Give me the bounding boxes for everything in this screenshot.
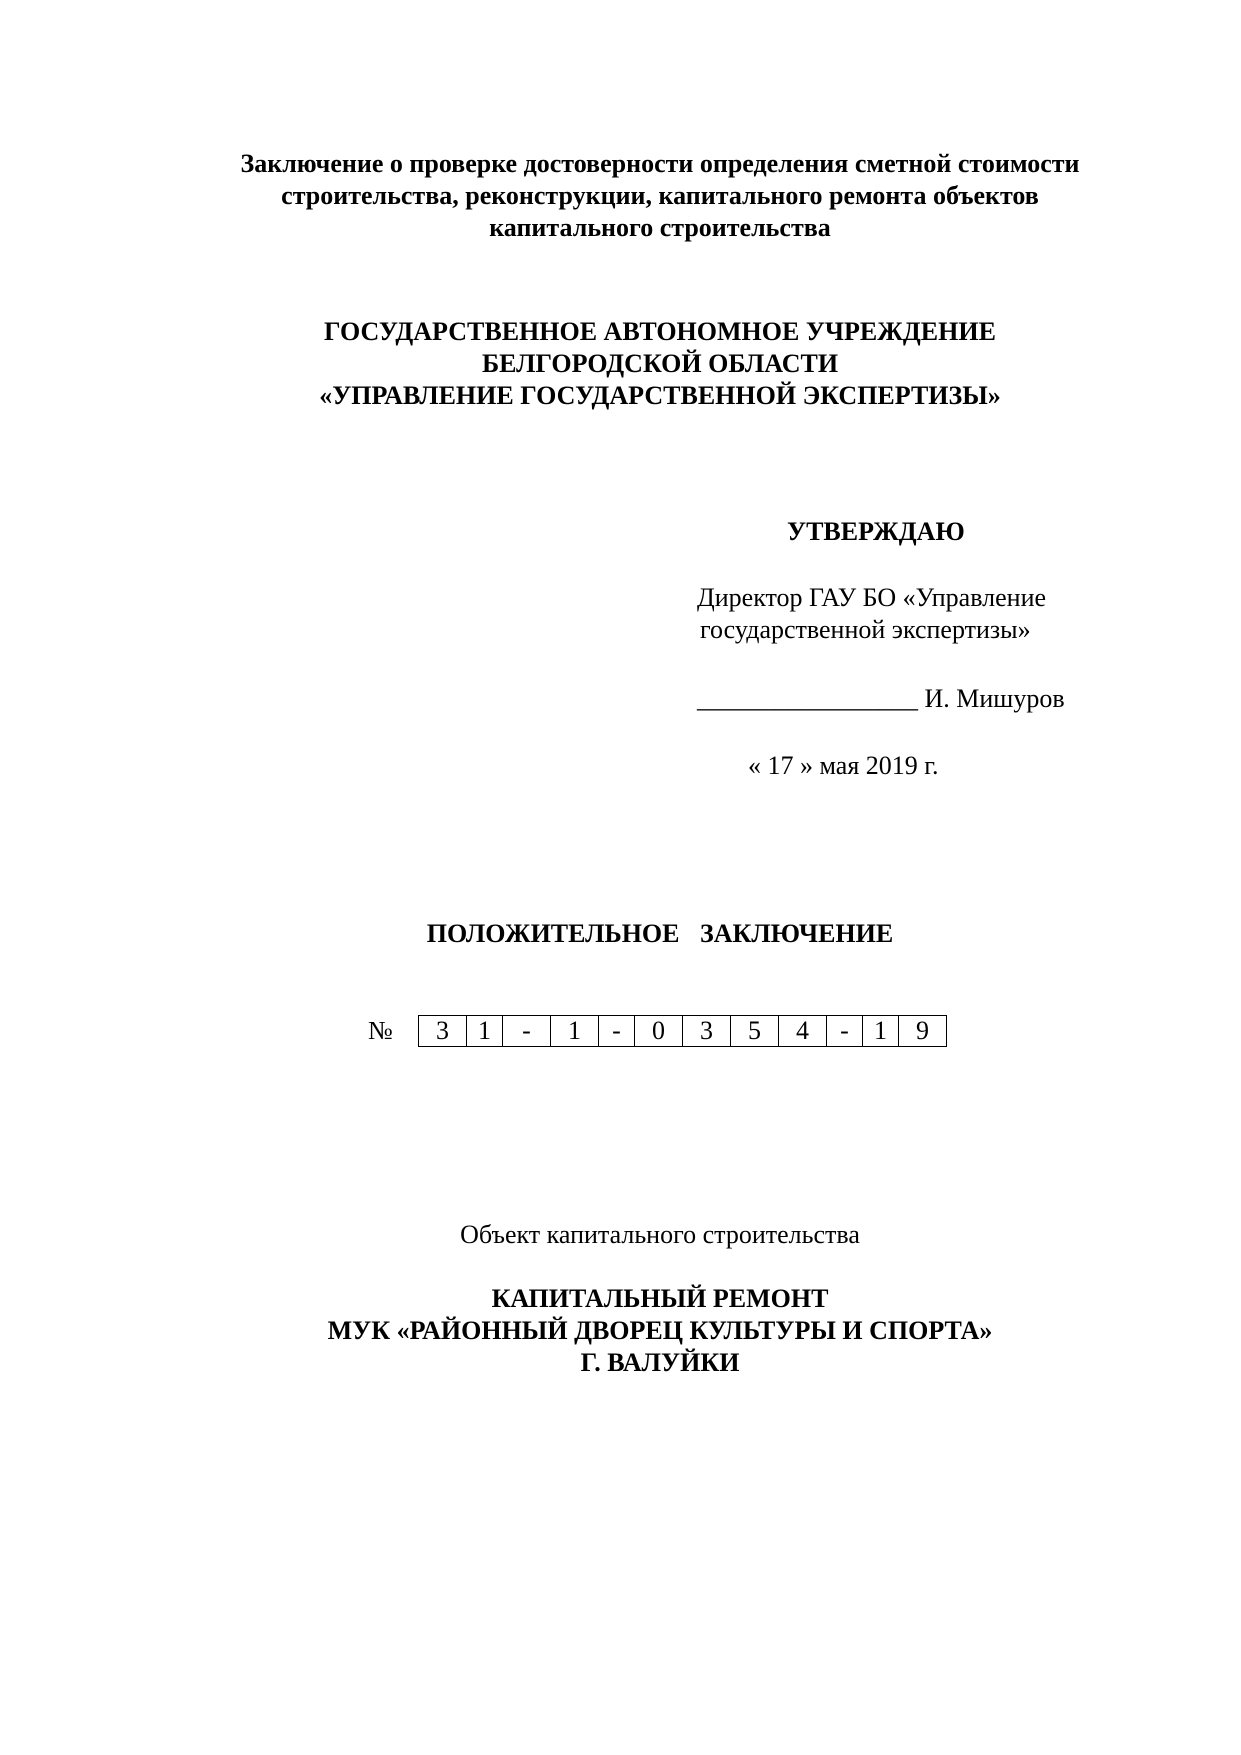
document-header-title xyxy=(150,148,1170,244)
approval-date: « 17 » мая 2019 г. xyxy=(748,751,939,780)
header-title-line-3: капитального строительства xyxy=(489,213,831,242)
approval-heading: УТВЕРЖДАЮ xyxy=(787,517,965,546)
object-name-line-2: МУК «РАЙОННЫЙ ДВОРЕЦ КУЛЬТУРЫ И СПОРТА» xyxy=(327,1316,993,1345)
object-name-line-1: КАПИТАЛЬНЫЙ РЕМОНТ xyxy=(491,1284,829,1313)
approval-signature-line: _________________ И. Мишуров xyxy=(697,684,1065,713)
number-cell: 4 xyxy=(779,1016,827,1046)
number-cell: 1 xyxy=(551,1016,599,1046)
conclusion-title: ПОЛОЖИТЕЛЬНОЕ ЗАКЛЮЧЕНИЕ xyxy=(426,919,894,948)
number-sign: № xyxy=(368,1016,393,1045)
approval-role xyxy=(697,582,1046,646)
approval-role-line-1: Директор ГАУ БО «Управление xyxy=(697,583,1047,612)
number-cell: - xyxy=(827,1016,863,1046)
number-cell: 1 xyxy=(467,1016,503,1046)
number-cell: - xyxy=(599,1016,635,1046)
number-cell: 3 xyxy=(419,1016,467,1046)
header-title-line-2: строительства, реконструкции, капитального ремонта объектов xyxy=(281,181,1039,210)
number-cell: 0 xyxy=(635,1016,683,1046)
number-cell: 9 xyxy=(899,1016,947,1046)
object-name xyxy=(150,1283,1170,1379)
organization-line-2: БЕЛГОРОДСКОЙ ОБЛАСТИ xyxy=(481,349,839,378)
object-label: Объект капитального строительства xyxy=(460,1220,860,1249)
number-cells-table xyxy=(418,1015,947,1047)
number-cell: 3 xyxy=(683,1016,731,1046)
number-cell: 5 xyxy=(731,1016,779,1046)
object-name-line-3: Г. ВАЛУЙКИ xyxy=(580,1348,740,1377)
number-cell: - xyxy=(503,1016,551,1046)
approval-role-line-2: государственной экспертизы» xyxy=(700,615,1031,644)
conclusion-number xyxy=(368,1015,947,1047)
organization-name xyxy=(150,316,1170,412)
organization-line-3: «УПРАВЛЕНИЕ ГОСУДАРСТВЕННОЙ ЭКСПЕРТИЗЫ» xyxy=(319,381,1001,410)
organization-line-1: ГОСУДАРСТВЕННОЕ АВТОНОМНОЕ УЧРЕЖДЕНИЕ xyxy=(324,317,996,346)
number-cell: 1 xyxy=(863,1016,899,1046)
header-title-line-1: Заключение о проверке достоверности определения сметной стоимости xyxy=(240,149,1080,178)
